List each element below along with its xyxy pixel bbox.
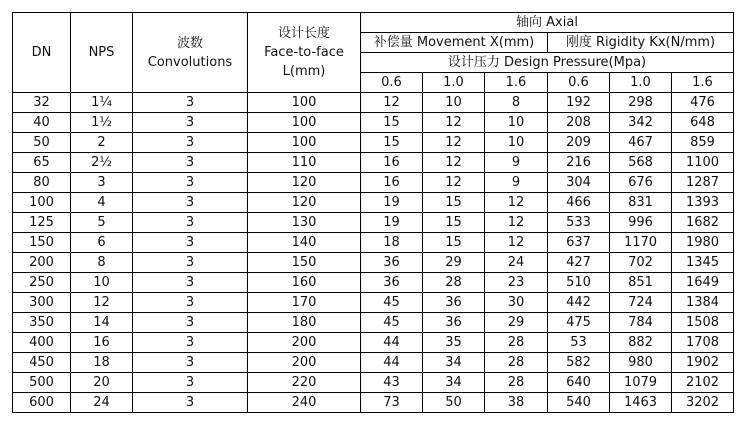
header-rigidity: 刚度 Rigidity Kx(N/mm) [548, 33, 734, 53]
table-row [13, 313, 734, 333]
table-cell: 50 [423, 393, 485, 413]
header-length-en2: L(mm) [282, 64, 326, 79]
table-cell: 568 [610, 153, 672, 173]
table-cell: 10 [485, 113, 548, 133]
table-row [13, 113, 734, 133]
table-cell: 3 [133, 253, 248, 273]
table-cell: 29 [485, 313, 548, 333]
table-cell: 3 [133, 273, 248, 293]
table-cell: 209 [548, 133, 610, 153]
header-length-cn: 设计长度 [277, 26, 330, 41]
table-cell: 3 [133, 313, 248, 333]
table-cell: 28 [485, 373, 548, 393]
table-cell: 9 [485, 153, 548, 173]
table-cell: 467 [610, 133, 672, 153]
header-convolutions [133, 13, 248, 93]
table-cell: 12 [71, 293, 133, 313]
table-cell: 150 [13, 233, 71, 253]
table-cell: 20 [71, 373, 133, 393]
table-cell: 3 [133, 113, 248, 133]
table-cell: 724 [610, 293, 672, 313]
table-cell: 23 [485, 273, 548, 293]
table-cell: 1384 [672, 293, 734, 313]
table-row [13, 253, 734, 273]
table-cell: 32 [13, 93, 71, 113]
table-cell: 44 [361, 333, 423, 353]
table-cell: 676 [610, 173, 672, 193]
table-cell: 3 [133, 133, 248, 153]
table-cell: 702 [610, 253, 672, 273]
table-cell: 65 [13, 153, 71, 173]
table-cell: 12 [423, 153, 485, 173]
table-cell: 500 [13, 373, 71, 393]
table-cell: 784 [610, 313, 672, 333]
table-cell: 450 [13, 353, 71, 373]
table-cell: 100 [248, 133, 361, 153]
table-cell: 15 [423, 213, 485, 233]
table-cell: 1079 [610, 373, 672, 393]
table-cell: 12 [423, 113, 485, 133]
table-cell: 15 [361, 113, 423, 133]
table-cell: 208 [548, 113, 610, 133]
table-row [13, 133, 734, 153]
table-row [13, 333, 734, 353]
table-cell: 637 [548, 233, 610, 253]
table-cell: 200 [248, 333, 361, 353]
table-cell: 1649 [672, 273, 734, 293]
table-cell: 2 [71, 133, 133, 153]
table-cell: 16 [71, 333, 133, 353]
table-cell: 640 [548, 373, 610, 393]
table-cell: 30 [485, 293, 548, 313]
header-axial: 轴向 Axial [361, 13, 734, 33]
table-cell: 510 [548, 273, 610, 293]
table-cell: 45 [361, 313, 423, 333]
table-row [13, 153, 734, 173]
table-cell: 851 [610, 273, 672, 293]
table-cell: 298 [610, 93, 672, 113]
table-cell: 12 [361, 93, 423, 113]
table-cell: 882 [610, 333, 672, 353]
table-cell: 73 [361, 393, 423, 413]
table-cell: 28 [485, 333, 548, 353]
table-cell: 400 [13, 333, 71, 353]
table-cell: 53 [548, 333, 610, 353]
table-cell: 12 [423, 173, 485, 193]
table-cell: 648 [672, 113, 734, 133]
table-cell: 16 [361, 153, 423, 173]
table-row [13, 93, 734, 113]
table-cell: 220 [248, 373, 361, 393]
table-cell: 8 [485, 93, 548, 113]
header-pressure-value: 1.0 [610, 73, 672, 93]
table-cell: 36 [423, 313, 485, 333]
table-cell: 466 [548, 193, 610, 213]
table-cell: 15 [361, 133, 423, 153]
table-cell: 160 [248, 273, 361, 293]
table-cell: 15 [423, 233, 485, 253]
table-cell: 1½ [71, 113, 133, 133]
table-cell: 130 [248, 213, 361, 233]
table-row [13, 233, 734, 253]
header-length [248, 13, 361, 93]
table-cell: 36 [361, 273, 423, 293]
table-cell: 1345 [672, 253, 734, 273]
table-cell: 350 [13, 313, 71, 333]
table-cell: 16 [361, 173, 423, 193]
table-cell: 304 [548, 173, 610, 193]
table-cell: 40 [13, 113, 71, 133]
table-cell: 80 [13, 173, 71, 193]
table-cell: 3 [71, 173, 133, 193]
table-cell: 36 [423, 293, 485, 313]
header-design-pressure: 设计压力 Design Pressure(Mpa) [361, 53, 734, 73]
table-cell: 36 [361, 253, 423, 273]
table-cell: 125 [13, 213, 71, 233]
table-row [13, 173, 734, 193]
table-cell: 4 [71, 193, 133, 213]
table-cell: 1170 [610, 233, 672, 253]
table-row [13, 373, 734, 393]
spec-table-container [12, 12, 734, 413]
table-body [13, 93, 734, 413]
table-cell: 29 [423, 253, 485, 273]
table-cell: 1¼ [71, 93, 133, 113]
table-cell: 15 [423, 193, 485, 213]
table-cell: 3 [133, 173, 248, 193]
table-cell: 8 [71, 253, 133, 273]
header-convolutions-en: Convolutions [147, 54, 233, 70]
table-cell: 1708 [672, 333, 734, 353]
table-cell: 1393 [672, 193, 734, 213]
table-cell: 18 [361, 233, 423, 253]
table-cell: 100 [248, 113, 361, 133]
table-cell: 110 [248, 153, 361, 173]
table-cell: 3202 [672, 393, 734, 413]
table-cell: 200 [13, 253, 71, 273]
table-cell: 10 [71, 273, 133, 293]
table-cell: 140 [248, 233, 361, 253]
table-cell: 10 [485, 133, 548, 153]
table-cell: 100 [13, 193, 71, 213]
header-pressure-value: 0.6 [361, 73, 423, 93]
table-cell: 442 [548, 293, 610, 313]
table-cell: 2½ [71, 153, 133, 173]
table-cell: 2102 [672, 373, 734, 393]
table-cell: 540 [548, 393, 610, 413]
table-cell: 12 [485, 193, 548, 213]
table-cell: 14 [71, 313, 133, 333]
table-cell: 1287 [672, 173, 734, 193]
header-movement: 补偿量 Movement X(mm) [361, 33, 548, 53]
table-cell: 1463 [610, 393, 672, 413]
table-cell: 533 [548, 213, 610, 233]
table-cell: 45 [361, 293, 423, 313]
table-row [13, 273, 734, 293]
bellows-spec-table [12, 12, 734, 413]
table-cell: 9 [485, 173, 548, 193]
table-cell: 180 [248, 313, 361, 333]
header-dn: DN [13, 13, 71, 93]
table-cell: 250 [13, 273, 71, 293]
header-pressure-value: 1.6 [485, 73, 548, 93]
table-cell: 342 [610, 113, 672, 133]
table-cell: 50 [13, 133, 71, 153]
table-cell: 300 [13, 293, 71, 313]
table-cell: 1902 [672, 353, 734, 373]
table-cell: 150 [248, 253, 361, 273]
table-cell: 34 [423, 353, 485, 373]
table-row [13, 393, 734, 413]
table-cell: 38 [485, 393, 548, 413]
table-cell: 12 [485, 233, 548, 253]
table-cell: 12 [423, 133, 485, 153]
table-cell: 240 [248, 393, 361, 413]
table-cell: 980 [610, 353, 672, 373]
table-cell: 120 [248, 193, 361, 213]
table-row [13, 213, 734, 233]
table-cell: 12 [485, 213, 548, 233]
table-cell: 19 [361, 193, 423, 213]
table-cell: 19 [361, 213, 423, 233]
table-cell: 427 [548, 253, 610, 273]
header-length-en1: Face-to-face [264, 45, 344, 60]
table-cell: 200 [248, 353, 361, 373]
table-cell: 831 [610, 193, 672, 213]
table-cell: 3 [133, 353, 248, 373]
table-row [13, 353, 734, 373]
table-cell: 3 [133, 153, 248, 173]
table-cell: 476 [672, 93, 734, 113]
table-cell: 3 [133, 193, 248, 213]
table-cell: 1100 [672, 153, 734, 173]
table-cell: 24 [71, 393, 133, 413]
table-cell: 859 [672, 133, 734, 153]
table-cell: 43 [361, 373, 423, 393]
table-cell: 475 [548, 313, 610, 333]
table-cell: 10 [423, 93, 485, 113]
header-nps: NPS [71, 13, 133, 93]
table-cell: 3 [133, 293, 248, 313]
table-row [13, 193, 734, 213]
table-cell: 5 [71, 213, 133, 233]
table-cell: 34 [423, 373, 485, 393]
table-cell: 3 [133, 93, 248, 113]
table-cell: 216 [548, 153, 610, 173]
table-cell: 100 [248, 93, 361, 113]
table-cell: 192 [548, 93, 610, 113]
table-cell: 1508 [672, 313, 734, 333]
table-cell: 996 [610, 213, 672, 233]
table-cell: 44 [361, 353, 423, 373]
table-cell: 6 [71, 233, 133, 253]
header-pressure-value: 1.6 [672, 73, 734, 93]
table-cell: 3 [133, 213, 248, 233]
table-cell: 3 [133, 233, 248, 253]
table-cell: 600 [13, 393, 71, 413]
table-cell: 1682 [672, 213, 734, 233]
table-cell: 120 [248, 173, 361, 193]
table-cell: 28 [485, 353, 548, 373]
table-row [13, 293, 734, 313]
header-convolutions-cn: 波数 [176, 35, 203, 51]
table-cell: 3 [133, 373, 248, 393]
header-pressure-value: 0.6 [548, 73, 610, 93]
table-cell: 582 [548, 353, 610, 373]
header-pressure-value: 1.0 [423, 73, 485, 93]
table-cell: 3 [133, 333, 248, 353]
table-cell: 35 [423, 333, 485, 353]
table-cell: 18 [71, 353, 133, 373]
table-cell: 170 [248, 293, 361, 313]
table-cell: 3 [133, 393, 248, 413]
table-cell: 28 [423, 273, 485, 293]
table-header [13, 13, 734, 93]
table-cell: 24 [485, 253, 548, 273]
table-cell: 1980 [672, 233, 734, 253]
